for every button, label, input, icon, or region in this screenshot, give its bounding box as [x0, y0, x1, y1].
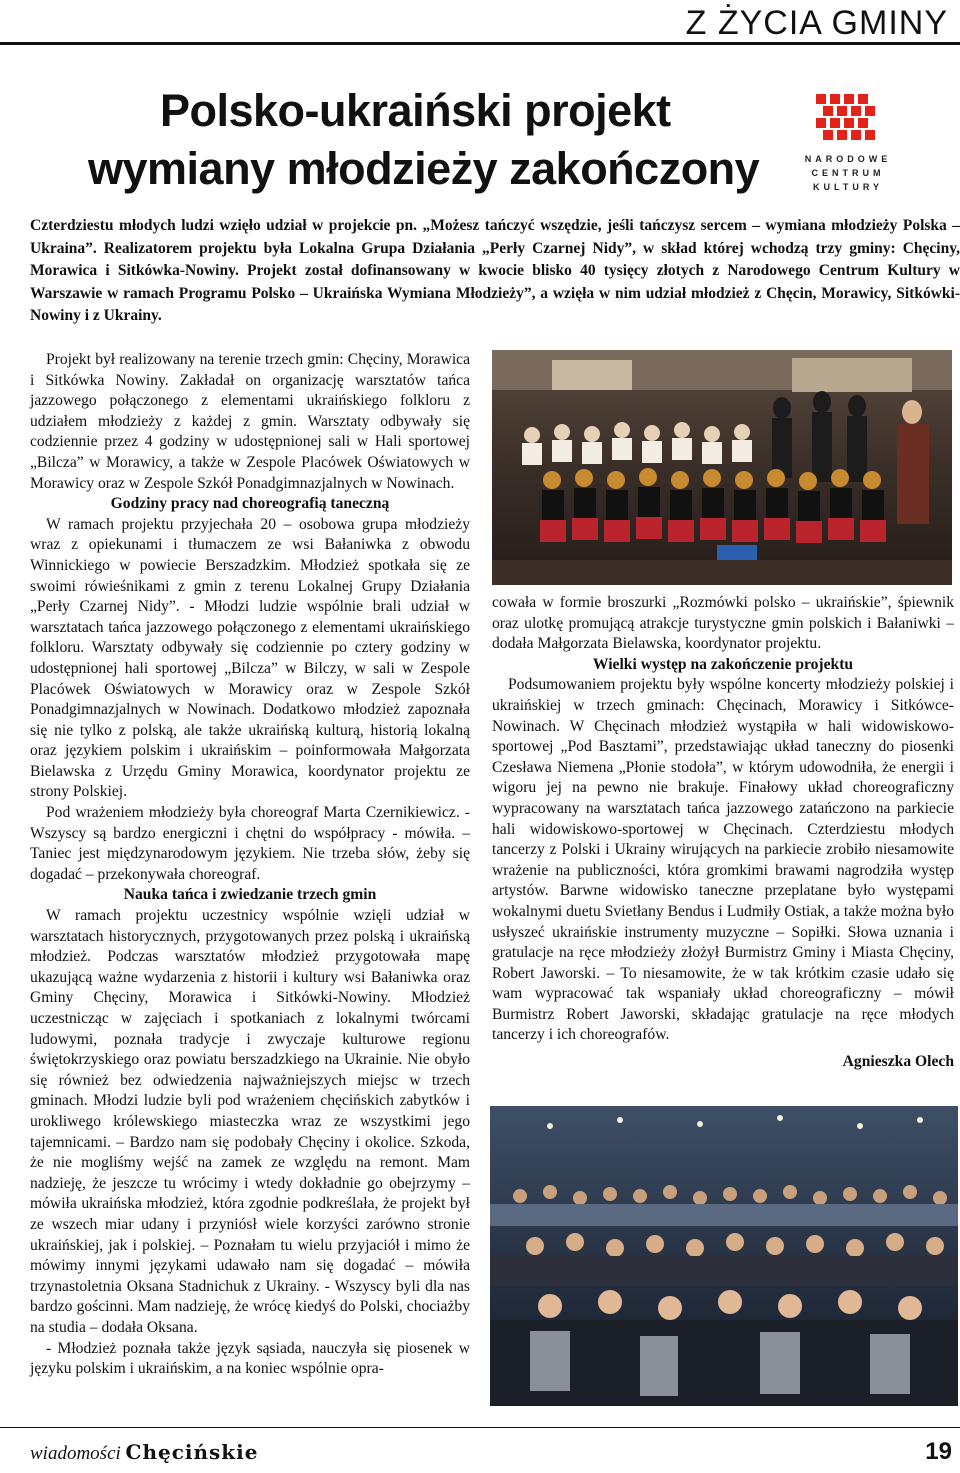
- header-rule: [0, 42, 960, 45]
- logo-line1: NARODOWE: [804, 154, 892, 164]
- publication-name: [30, 1440, 258, 1465]
- section-header: [0, 0, 960, 46]
- footer-rule: [0, 1427, 960, 1428]
- right-paragraph-2: Podsumowaniem projektu były wspólne koncerty młodzieży polskiej i ukraińskiej w trzech gminach: Chęcinach, Morawicy i Sitkówce-Nowinach. W Chęcinach młodzież wystąpiła w hali widowiskowo-sportowej „Pod Basztami”, przedstawiając układ taneczny do piosenki Czesława Niemena „Płonie stodoła”, w którym udowodniła, że energii i wigoru jej na pewno nie brakuje. Finałowy układ choreograficzny wypracowany na warsztatach tańca jazzowego zatańczono na parkiecie hali widowiskowo-sportowej w Chęcinach. Czterdziestu młodych tancerzy z Polski i Ukrainy wirujących na parkiecie zrobiło niesamowite wrażenie na publiczności, która gromkimi brawami nagrodziła występ artystów. Barwne widowisko taneczne przeplatane było występami wokalnymi duetu Svietłany Bendus i Ludmiły Ostiak, a także można było usłyszeć ukraińskie instrumenty muzyczne – Sopiłki. Słowa uznania i gratulacje na ręce młodzieży złożył Burmistrz Gminy i Miasta Chęciny, Robert Jaworski. – To niesamowite, że w tak krótkim czasie udało się wam wypracować tak wspaniały układ choreograficzny – mówił Burmistrz Robert Jaworski, składając gratulacje na ręce młodych tancerzy i ich choreografów.: [492, 676, 954, 1044]
- left-paragraph-3: Pod wrażeniem młodzieży była choreograf Marta Czernikiewicz. - Wszyscy są bardzo energiczni i chętni do współpracy - mówiła. – Taniec jest międzynarodowym językiem. Nie trzeba słów, żeby się dogadać – przekonywała choreograf.: [30, 804, 470, 883]
- right-column: [492, 593, 954, 1073]
- article-title-line1: Polsko-ukraiński projekt: [160, 85, 671, 136]
- logo-text: [800, 152, 896, 194]
- audience-photo-image: [490, 1106, 958, 1406]
- article-lead: Czterdziestu młodych ludzi wzięło udział w projekcie pn. „Możesz tańczyć wszędzie, jeśli tańczysz sercem – wymiana młodzieży Polska – Ukraina”. Realizatorem projektu była Lokalna Grupa Działania „Perły Czarnej Nidy”, w skład której wchodzą trzy gminy: Chęciny, Morawica i Sitkówka-Nowiny. Projekt został dofinansowany w kwocie blisko 40 tysięcy złotych z Narodowego Centrum Kultury w Warszawie w ramach Programu Polsko – Ukraińska Wymiana Młodzieży”, a wzięła w nim udział młodzież z Chęcin, Morawicy, Sitkówki-Nowiny i z Ukrainy.: [30, 217, 960, 324]
- left-paragraph-2: W ramach projektu przyjechała 20 – osobowa grupa młodzieży wraz z opiekunami i tłumaczem ze wsi Bałaniwka z obwodu Winnickiego w powiecie Berszadzkim. Młodzież spotkała się ze swoimi rówieśnikami z gmin z terenu Lokalnej Grupy Działania „Perły Czarnej Nidy”. - Młodzi ludzie wspólnie brali udział w warsztatach tańca jazzowego połączonego z elementami ukraińskiego folkloru. Warsztaty odbywały się codziennie po cztery godziny w udostępnionej hali sportowej „Bilcza” w Bilczy, w sali w Zespole Placówek Oświatowych w Morawicy oraz w Zespole Szkół Ponadgimnazjalnych w Nowinach. Dodatkowo młodzież zapoznała się nie tylko z polską, ale także ukraińską kulturą, historią lokalną oraz językiem polskim i ukraińskim – poinformowała Małgorzata Bielawska z Urzędu Gminy Morawica, koordynator projektu ze strony Polskiej.: [30, 515, 470, 801]
- publication-name-part2: Chęcińskie: [125, 1440, 259, 1464]
- left-paragraph-1: Projekt był realizowany na terenie trzech gmin: Chęciny, Morawica i Sitkówka Nowiny. Zakładał on organizację warsztatów tańca jazzowego połączonego z elementami ukraińskiego folkloru z udziałem młodzieży z każdej z gmin. Warsztaty odbywały się codziennie przez 4 godziny w udostępnionej sali w Hali sportowej „Bilcza” w Morawicy, a także w Zespole Placówek Oświatowych w Morawicy oraz w Zespole Szkół Ponadgimnazjalnych w Nowinach.: [30, 351, 470, 492]
- article-title: [88, 82, 778, 198]
- right-paragraph-1: cowała w formie broszurki „Rozmówki polsko – ukraińskie”, śpiewnik oraz ulotkę promującą atrakcje turystyczne gmin polskich i Bałaniwki – dodała Małgorzata Bielawska, koordynator projektu.: [492, 594, 954, 653]
- group-photo: [492, 350, 952, 585]
- crown-icon: [800, 90, 896, 150]
- audience-photo: [490, 1106, 958, 1406]
- logo-line3: KULTURY: [813, 182, 883, 192]
- subheading-1: Godziny pracy nad choreografią taneczną: [110, 495, 390, 513]
- section-title: Z ŻYCIA GMINY: [685, 4, 948, 42]
- author-signature: Agnieszka Olech: [842, 1053, 954, 1071]
- publication-name-part1: wiadomości: [30, 1443, 126, 1464]
- group-photo-image: [492, 350, 952, 585]
- left-paragraph-4: W ramach projektu uczestnicy wspólnie wzięli udział w warsztatach historycznych, przygotowanych przez polską i ukraińską młodzież. Podczas warsztatów młodzież przygotowała mapę ukazującą ważne wydarzenia z historii i kultury wsi Bałaniwka oraz Gminy Chęciny, Morawica i Sitkówki-Nowiny. Młodzież uczestnicząc w zajęciach i spotkaniach z lokalnymi twórcami ludowymi, poznała tradycje i zwyczaje kulturowe regionu świętokrzyskiego oraz powiatu berszadzkiego na Ukrainie. Nie obyło się również bez odwiedzenia najważniejszych miejsc w trzech gminach. Młodzi ludzie byli pod wrażeniem chęcińskich zabytków i urokliwego królewskiego miasteczka wraz ze wszystkimi jego tajemnicami. – Bardzo nam się podobały Chęciny i okolice. Szkoda, że nie mogliśmy wejść na zamek ze względu na remont. Mam nadzieję, że jeszcze tu wrócimy i wtedy dokładnie go obejrzymy – mówiła ukraińska młodzież, która zgodnie podkreślała, że projekt był ze wszech miar udany i przyniósł wiele korzyści zarówno stronie ukraińskiej, jak i polskiej. – Poznałam tu wielu przyjaciół i mimo że mówimy innymi językami udawało nam się dogadać – mówiła trzynastoletnia Oksana Stadnichuk z Ukrainy. - Wszyscy byli dla nas bardzo gościnni. Mam nadzieję, że wrócę kiedyś do Polski, chociażby na studia – dodała Oksana.: [30, 907, 470, 1336]
- page-number: 19: [925, 1438, 952, 1465]
- nck-logo: [800, 90, 896, 200]
- logo-line2: CENTRUM: [811, 168, 885, 178]
- left-column: [30, 350, 470, 1380]
- subheading-3: Wielki występ na zakończenie projektu: [592, 655, 854, 673]
- left-paragraph-5: - Młodzież poznała także język sąsiada, nauczyła się piosenek w języku polskim i ukraińskim, a na koniec wspólnie opra-: [30, 1339, 470, 1378]
- article-title-line2: wymiany młodzieży zakończony: [88, 143, 760, 194]
- subheading-2: Nauka tańca i zwiedzanie trzech gmin: [123, 886, 377, 904]
